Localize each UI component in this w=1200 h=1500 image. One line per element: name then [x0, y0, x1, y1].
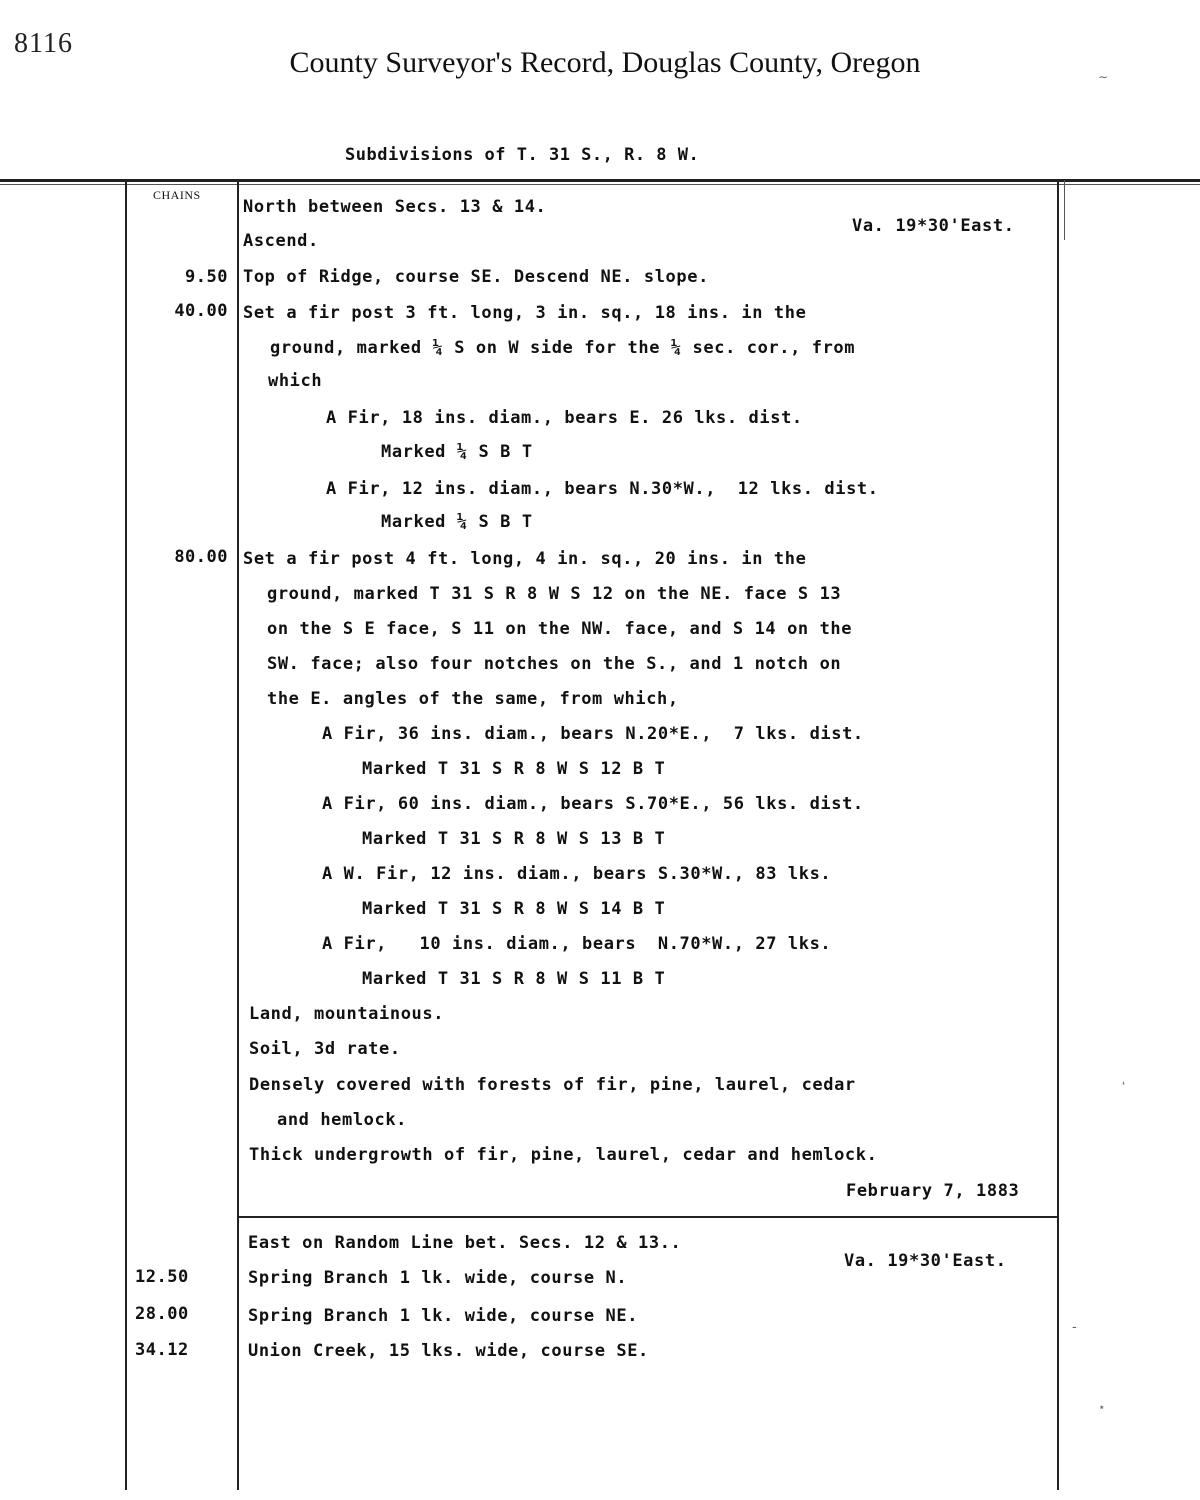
marking-line: Marked T 31 S R 8 W S 11 B T: [362, 969, 666, 989]
section-divider: [239, 1216, 1059, 1218]
outer-right-rule: [1064, 180, 1065, 240]
description-line: Soil, 3d rate.: [249, 1039, 401, 1059]
record-subtitle: Subdivisions of T. 31 S., R. 8 W.: [345, 145, 700, 165]
entry-line: Top of Ridge, course SE. Descend NE. slope.: [243, 267, 709, 287]
variation-note: Va. 19*30'East.: [844, 1251, 1007, 1271]
entry-line: ground, marked ¼ S on W side for the ¼ sec. cor., from: [270, 338, 856, 358]
marking-line: Marked ¼ S B T: [381, 442, 533, 462]
page-number: 8116: [14, 28, 73, 59]
entry-line: SW. face; also four notches on the S., and 1 notch on: [267, 654, 842, 674]
scan-speck: ∼: [1098, 70, 1109, 84]
chains-column-rule: [237, 180, 239, 1490]
description-line: Land, mountainous.: [249, 1004, 445, 1024]
description-line: Thick undergrowth of fir, pine, laurel, cedar and hemlock.: [249, 1145, 878, 1165]
left-margin-rule: [125, 180, 127, 1490]
entry-line: Spring Branch 1 lk. wide, course N.: [248, 1268, 628, 1288]
scan-speck: ‘: [1122, 1078, 1126, 1094]
bearing-tree-line: A Fir, 18 ins. diam., bears E. 26 lks. dist.: [326, 408, 803, 428]
marking-line: Marked T 31 S R 8 W S 14 B T: [362, 899, 666, 919]
bearing-tree-line: A Fir, 12 ins. diam., bears N.30*W., 12 lks. dist.: [326, 479, 879, 499]
marking-line: Marked ¼ S B T: [381, 512, 533, 532]
entry-line: which: [268, 371, 323, 391]
chain-distance: 40.00: [174, 301, 228, 321]
entry-line: Union Creek, 15 lks. wide, course SE.: [248, 1341, 649, 1361]
bearing-tree-line: A W. Fir, 12 ins. diam., bears S.30*W., 83 lks.: [322, 864, 832, 884]
bearing-tree-line: A Fir, 60 ins. diam., bears S.70*E., 56 lks. dist.: [322, 794, 864, 814]
entry-line: ground, marked T 31 S R 8 W S 12 on the NE. face S 13: [267, 584, 842, 604]
right-text-rule: [1057, 180, 1059, 1490]
entry-line: Set a fir post 4 ft. long, 4 in. sq., 20 ins. in the: [243, 549, 807, 569]
chain-distance: 12.50: [135, 1267, 189, 1287]
marking-line: Marked T 31 S R 8 W S 12 B T: [362, 759, 666, 779]
bearing-tree-line: A Fir, 36 ins. diam., bears N.20*E., 7 lks. dist.: [322, 724, 864, 744]
description-line: and hemlock.: [277, 1110, 408, 1130]
marking-line: Marked T 31 S R 8 W S 13 B T: [362, 829, 666, 849]
variation-note: Va. 19*30'East.: [852, 216, 1015, 236]
chains-column-heading: CHAINS: [153, 188, 201, 202]
chain-distance: 9.50: [185, 267, 228, 287]
survey-date: February 7, 1883: [846, 1181, 1020, 1201]
entry-line: North between Secs. 13 & 14.: [243, 197, 547, 217]
description-line: Densely covered with forests of fir, pine, laurel, cedar: [249, 1075, 856, 1095]
top-rule-thin: [0, 184, 1200, 185]
scan-speck: -: [1072, 1318, 1077, 1334]
entry-line: Spring Branch 1 lk. wide, course NE.: [248, 1306, 639, 1326]
entry-line: Ascend.: [243, 231, 319, 251]
bearing-tree-line: A Fir, 10 ins. diam., bears N.70*W., 27 lks.: [322, 934, 832, 954]
entry-line: East on Random Line bet. Secs. 12 & 13..: [248, 1233, 682, 1253]
record-title: County Surveyor's Record, Douglas County, Oregon: [289, 46, 921, 79]
entry-line: on the S E face, S 11 on the NW. face, and S 14 on the: [267, 619, 853, 639]
scan-speck: ⋆: [1098, 1400, 1106, 1414]
entry-line: the E. angles of the same, from which,: [267, 689, 679, 709]
top-rule: [0, 179, 1200, 182]
entry-line: Set a fir post 3 ft. long, 3 in. sq., 18 ins. in the: [243, 303, 807, 323]
chain-distance: 80.00: [174, 547, 228, 567]
chain-distance: 34.12: [135, 1340, 189, 1360]
chain-distance: 28.00: [135, 1304, 189, 1324]
